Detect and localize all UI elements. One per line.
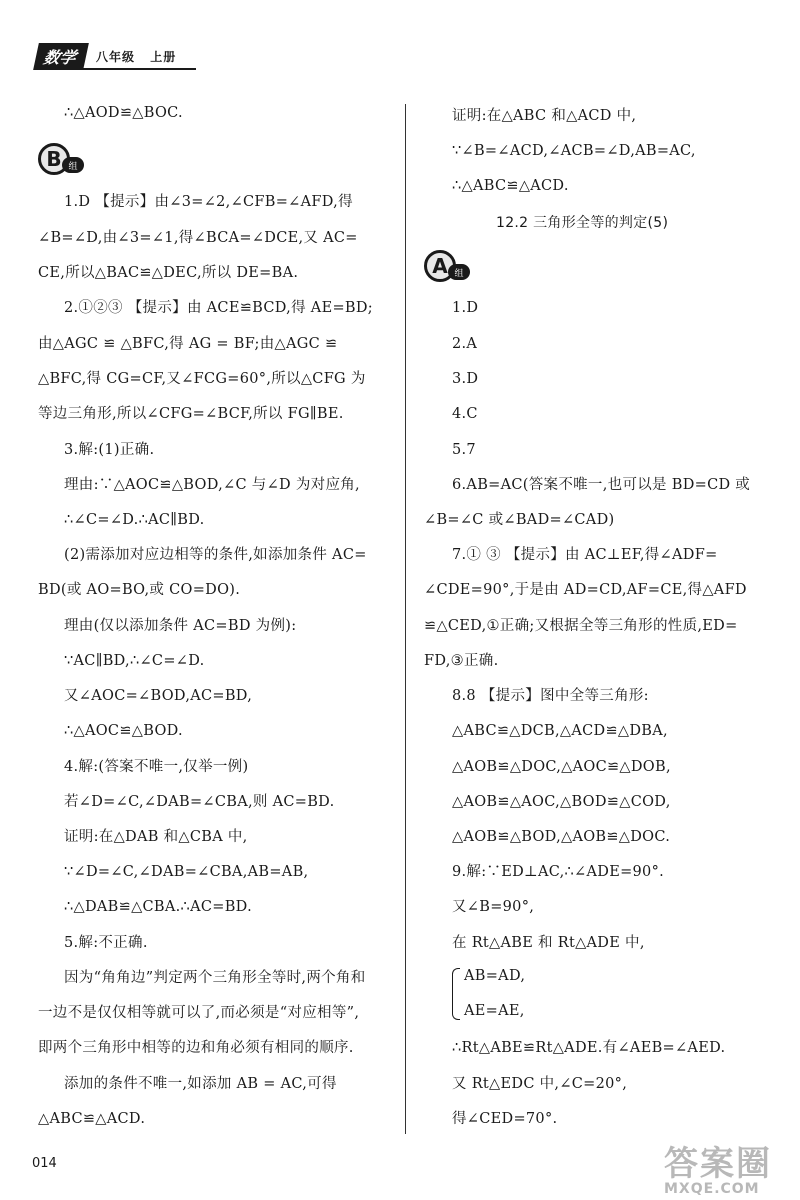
text-line: (2)需添加对应边相等的条件,如添加条件 AC=	[64, 547, 367, 563]
text-line: 得∠CED=70°.	[452, 1111, 558, 1127]
watermark	[664, 1136, 772, 1197]
text-line: 证明:在△ABC 和△ACD 中,	[452, 108, 637, 124]
text-line: 若∠D=∠C,∠DAB=∠CBA,则 AC=BD.	[64, 794, 335, 810]
group-b-tag: 组	[62, 157, 84, 173]
group-a-icon	[424, 250, 464, 282]
text-line: 又 Rt△EDC 中,∠C=20°,	[452, 1076, 628, 1092]
text-line: ∴△AOD≌△BOC.	[64, 105, 183, 121]
text-line: 9.解:∵ED⊥AC,∴∠ADE=90°.	[452, 864, 665, 880]
left-brace	[452, 968, 460, 1020]
text-line: △AOB≌△AOC,△BOD≌△COD,	[452, 794, 671, 810]
text-line: 由△AGC ≌ △BFC,得 AG = BF;由△AGC ≌	[38, 336, 338, 352]
text-line: 2.①②③ 【提示】由 ACE≌BCD,得 AE=BD;	[64, 300, 373, 316]
text-line: ∴Rt△ABE≌Rt△ADE.有∠AEB=∠AED.	[452, 1040, 726, 1056]
text-line: ∠CDE=90°,于是由 AD=CD,AF=CE,得△AFD	[424, 582, 747, 598]
watermark-bottom: MXQE.COM	[664, 1181, 760, 1197]
text-line: 7.① ③ 【提示】由 AC⊥EF,得∠ADF=	[452, 547, 718, 563]
text-line: ∵AC∥BD,∴∠C=∠D.	[64, 653, 205, 669]
header-volume: 上册	[150, 49, 177, 64]
text-line: 等边三角形,所以∠CFG=∠BCF,所以 FG∥BE.	[38, 406, 344, 422]
text-line: 又∠AOC=∠BOD,AC=BD,	[64, 688, 253, 704]
text-line: 4.解:(答案不唯一,仅举一例)	[64, 759, 249, 775]
text-line: 4.C	[452, 406, 478, 422]
text-line: CE,所以△BAC≌△DEC,所以 DE=BA.	[38, 265, 299, 281]
text-line: 8.8 【提示】图中全等三角形:	[452, 688, 649, 704]
text-line: ∴△ABC≌△ACD.	[452, 178, 569, 194]
subject-badge: 数学	[33, 43, 89, 70]
text-line: ∵∠D=∠C,∠DAB=∠CBA,AB=AB,	[64, 864, 309, 880]
text-line: ∴△DAB≌△CBA.∴AC=BD.	[64, 899, 252, 915]
text-line: 理由(仅以添加条件 AC=BD 为例):	[64, 618, 297, 634]
text-line: ≌△CED,①正确;又根据全等三角形的性质,ED=	[424, 618, 738, 634]
text-line: △BFC,得 CG=CF,又∠FCG=60°,所以△CFG 为	[38, 371, 366, 387]
text-line: 又∠B=90°,	[452, 899, 535, 915]
group-a-letter: A	[424, 250, 456, 282]
header-grade: 八年级	[96, 49, 136, 64]
text-line: 证明:在△DAB 和△CBA 中,	[64, 829, 248, 845]
group-b-letter: B	[38, 143, 70, 175]
group-b-icon	[38, 143, 78, 175]
text-line: 一边不是仅仅相等就可以了,而必须是“对应相等”,	[38, 1005, 360, 1021]
text-line: 在 Rt△ABE 和 Rt△ADE 中,	[452, 935, 645, 951]
text-line: 5.7	[452, 442, 476, 458]
text-line: ∠B=∠D,由∠3=∠1,得∠BCA=∠DCE,又 AC=	[38, 230, 358, 246]
text-line: △ABC≌△DCB,△ACD≌△DBA,	[452, 723, 668, 739]
header-grade-volume	[96, 48, 186, 65]
header-rule	[36, 68, 196, 70]
text-line: 添加的条件不唯一,如添加 AB = AC,可得	[64, 1076, 337, 1092]
text-line: △AOB≌△BOD,△AOB≌△DOC.	[452, 829, 671, 845]
text-line: 3.D	[452, 371, 479, 387]
text-line: △ABC≌△ACD.	[38, 1111, 146, 1127]
text-line: 5.解:不正确.	[64, 935, 148, 951]
column-divider	[405, 104, 406, 1134]
group-a-tag: 组	[448, 264, 470, 280]
text-line: FD,③正确.	[424, 653, 499, 669]
page-number: 014	[32, 1156, 57, 1171]
text-line: 1.D 【提示】由∠3=∠2,∠CFB=∠AFD,得	[64, 194, 353, 210]
text-line: ∠B=∠C 或∠BAD=∠CAD)	[424, 512, 615, 528]
text-line: 2.A	[452, 336, 478, 352]
section-title: 12.2 三角形全等的判定(5)	[496, 215, 669, 231]
text-line: 因为“角角边”判定两个三角形全等时,两个角和	[64, 970, 366, 986]
text-line: BD(或 AO=BO,或 CO=DO).	[38, 582, 241, 598]
text-line: ∴△AOC≌△BOD.	[64, 723, 183, 739]
text-line: 理由:∵△AOC≌△BOD,∠C 与∠D 为对应角,	[64, 477, 360, 493]
text-line: ∵∠B=∠ACD,∠ACB=∠D,AB=AC,	[452, 143, 696, 159]
page-header	[36, 44, 186, 68]
text-line: AB=AD,	[464, 968, 526, 984]
text-line: AE=AE,	[464, 1003, 525, 1019]
text-line: 1.D	[452, 300, 479, 316]
watermark-top: 答案圈	[664, 1144, 772, 1184]
text-line: △AOB≌△DOC,△AOC≌△DOB,	[452, 759, 671, 775]
text-line: 即两个三角形中相等的边和角必须有相同的顺序.	[38, 1040, 354, 1056]
text-line: 3.解:(1)正确.	[64, 442, 155, 458]
text-line: 6.AB=AC(答案不唯一,也可以是 BD=CD 或	[452, 477, 751, 493]
text-line: ∴∠C=∠D.∴AC∥BD.	[64, 512, 205, 528]
